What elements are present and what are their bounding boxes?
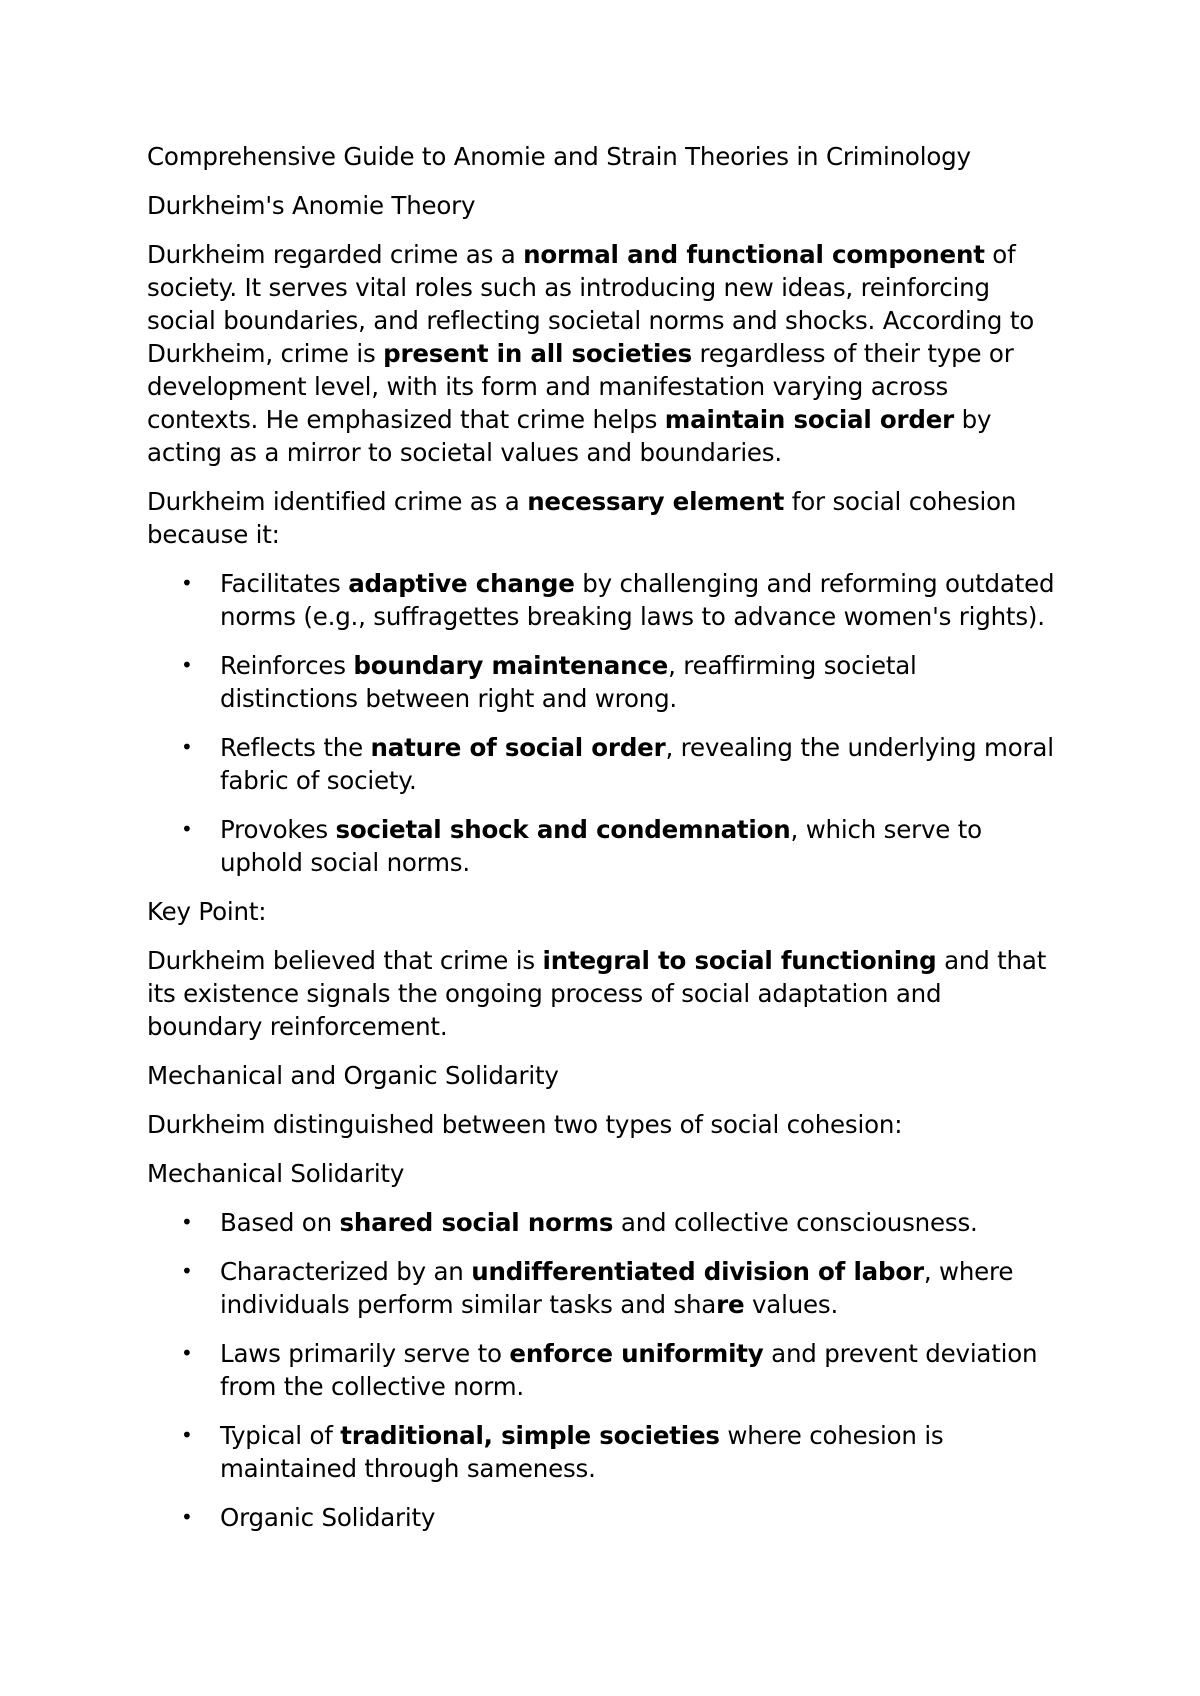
- text-run: Characterized by an: [220, 1257, 472, 1286]
- text-run: and collective consciousness.: [613, 1208, 978, 1237]
- text-run: of: [984, 240, 1016, 269]
- bold-text: boundary maintenance: [353, 651, 669, 680]
- bold-text: maintain social order: [664, 405, 955, 434]
- text-line: [220, 1501, 1067, 1534]
- key-point-label: [147, 895, 1067, 928]
- text-run: norms (e.g., suffragettes breaking laws to advance women's rights).: [220, 602, 1045, 631]
- text-run: boundary reinforcement.: [147, 1012, 448, 1041]
- text-line: [220, 731, 1067, 764]
- text-run: Laws primarily serve to: [220, 1339, 510, 1368]
- bold-text: integral to social functioning: [542, 946, 937, 975]
- text-run: Based on: [220, 1208, 340, 1237]
- text-run: because it:: [147, 520, 280, 549]
- text-run: Organic Solidarity: [220, 1503, 436, 1532]
- text-line: [147, 189, 1067, 222]
- bold-text: re: [716, 1290, 745, 1319]
- list-item: [147, 1206, 1067, 1239]
- bullet-icon: •: [181, 1423, 193, 1447]
- text-run: regardless of their type or: [691, 339, 1014, 368]
- text-line: [220, 1419, 1067, 1452]
- text-run: Durkheim distinguished between two types of social cohesion:: [147, 1110, 903, 1139]
- text-line: [220, 1337, 1067, 1370]
- text-run: Typical of: [220, 1421, 341, 1450]
- bold-text: traditional, simple societies: [340, 1421, 720, 1450]
- text-run: uphold social norms.: [220, 848, 470, 877]
- text-run: Durkheim regarded crime as a: [147, 240, 524, 269]
- text-run: Durkheim identified crime as a: [147, 487, 528, 516]
- text-run: Key Point:: [147, 897, 267, 926]
- text-line: [147, 1010, 1067, 1043]
- text-line: [147, 271, 1067, 304]
- bullet-icon: •: [181, 571, 193, 595]
- intro-paragraph: [147, 238, 1067, 469]
- subheading-mechanical: [147, 1157, 1067, 1190]
- text-line: [147, 370, 1067, 403]
- text-line: [220, 567, 1067, 600]
- text-run: individuals perform similar tasks and sha: [220, 1290, 717, 1319]
- text-run: its existence signals the ongoing process of social adaptation and: [147, 979, 942, 1008]
- solidarity-intro: [147, 1108, 1067, 1141]
- bold-text: nature of social order: [370, 733, 666, 762]
- text-line: [147, 977, 1067, 1010]
- text-run: contexts. He emphasized that crime helps: [147, 405, 665, 434]
- bold-text: shared social norms: [339, 1208, 614, 1237]
- text-line: [220, 649, 1067, 682]
- bullet-icon: •: [181, 1505, 193, 1529]
- section-heading-anomie: [147, 189, 1067, 222]
- list-item: [147, 1337, 1067, 1403]
- text-line: [147, 1059, 1067, 1092]
- functions-list: [147, 567, 1067, 879]
- bold-text: societal shock and condemnation: [335, 815, 791, 844]
- text-line: [220, 600, 1067, 633]
- text-line: [220, 1370, 1067, 1403]
- text-run: , where: [923, 1257, 1014, 1286]
- document-page: [147, 140, 1067, 1550]
- text-line: [147, 1108, 1067, 1141]
- text-line: [147, 944, 1067, 977]
- text-line: [147, 485, 1067, 518]
- text-line: [220, 1452, 1067, 1485]
- bold-text: undifferentiated division of labor: [471, 1257, 924, 1286]
- list-item: [147, 567, 1067, 633]
- text-run: Provokes: [220, 815, 336, 844]
- text-line: [147, 518, 1067, 551]
- bullet-icon: •: [181, 653, 193, 677]
- text-run: Reinforces: [220, 651, 354, 680]
- text-run: values.: [744, 1290, 839, 1319]
- bullet-icon: •: [181, 1341, 193, 1365]
- text-run: development level, with its form and manifestation varying across: [147, 372, 949, 401]
- text-run: , revealing the underlying moral: [665, 733, 1054, 762]
- list-item: [147, 1501, 1067, 1534]
- document-title: [147, 140, 1067, 173]
- key-point-paragraph: [147, 944, 1067, 1043]
- necessary-element-paragraph: [147, 485, 1067, 551]
- list-item: [147, 1255, 1067, 1321]
- text-line: [147, 140, 1067, 173]
- text-run: , which serve to: [790, 815, 982, 844]
- text-run: where cohesion is: [719, 1421, 944, 1450]
- text-line: [147, 238, 1067, 271]
- text-run: and prevent deviation: [763, 1339, 1038, 1368]
- text-line: [220, 764, 1067, 797]
- text-run: fabric of society.: [220, 766, 417, 795]
- bold-text: adaptive change: [348, 569, 575, 598]
- list-item: [147, 813, 1067, 879]
- text-run: Durkheim's Anomie Theory: [147, 191, 476, 220]
- bold-text: enforce uniformity: [509, 1339, 764, 1368]
- text-line: [220, 1255, 1067, 1288]
- text-line: [220, 1206, 1067, 1239]
- text-line: [147, 403, 1067, 436]
- list-item: [147, 649, 1067, 715]
- text-run: , reaffirming societal: [668, 651, 917, 680]
- bold-text: necessary element: [527, 487, 785, 516]
- text-run: from the collective norm.: [220, 1372, 525, 1401]
- text-run: by: [954, 405, 992, 434]
- text-run: social boundaries, and reflecting societal norms and shocks. According to: [147, 306, 1035, 335]
- bullet-icon: •: [181, 817, 193, 841]
- text-run: and that: [936, 946, 1047, 975]
- text-run: Reflects the: [220, 733, 371, 762]
- text-run: Mechanical and Organic Solidarity: [147, 1061, 559, 1090]
- text-run: Comprehensive Guide to Anomie and Strain Theories in Criminology: [147, 142, 971, 171]
- text-run: distinctions between right and wrong.: [220, 684, 678, 713]
- text-line: [220, 1288, 1067, 1321]
- text-line: [147, 436, 1067, 469]
- text-line: [147, 1157, 1067, 1190]
- mechanical-list: [147, 1206, 1067, 1534]
- text-run: Durkheim, crime is: [147, 339, 384, 368]
- text-run: Durkheim believed that crime is: [147, 946, 543, 975]
- text-run: society. It serves vital roles such as introducing new ideas, reinforcing: [147, 273, 990, 302]
- text-run: Mechanical Solidarity: [147, 1159, 405, 1188]
- text-line: [147, 337, 1067, 370]
- bullet-icon: •: [181, 1210, 193, 1234]
- text-line: [147, 895, 1067, 928]
- bullet-icon: •: [181, 735, 193, 759]
- text-run: acting as a mirror to societal values and boundaries.: [147, 438, 782, 467]
- list-item: [147, 731, 1067, 797]
- bullet-icon: •: [181, 1259, 193, 1283]
- bold-text: present in all societies: [383, 339, 692, 368]
- text-run: by challenging and reforming outdated: [574, 569, 1055, 598]
- text-line: [220, 846, 1067, 879]
- text-line: [147, 304, 1067, 337]
- text-run: Facilitates: [220, 569, 349, 598]
- text-run: maintained through sameness.: [220, 1454, 596, 1483]
- section-heading-solidarity: [147, 1059, 1067, 1092]
- text-run: for social cohesion: [784, 487, 1017, 516]
- bold-text: normal and functional component: [523, 240, 985, 269]
- list-item: [147, 1419, 1067, 1485]
- text-line: [220, 682, 1067, 715]
- text-line: [220, 813, 1067, 846]
